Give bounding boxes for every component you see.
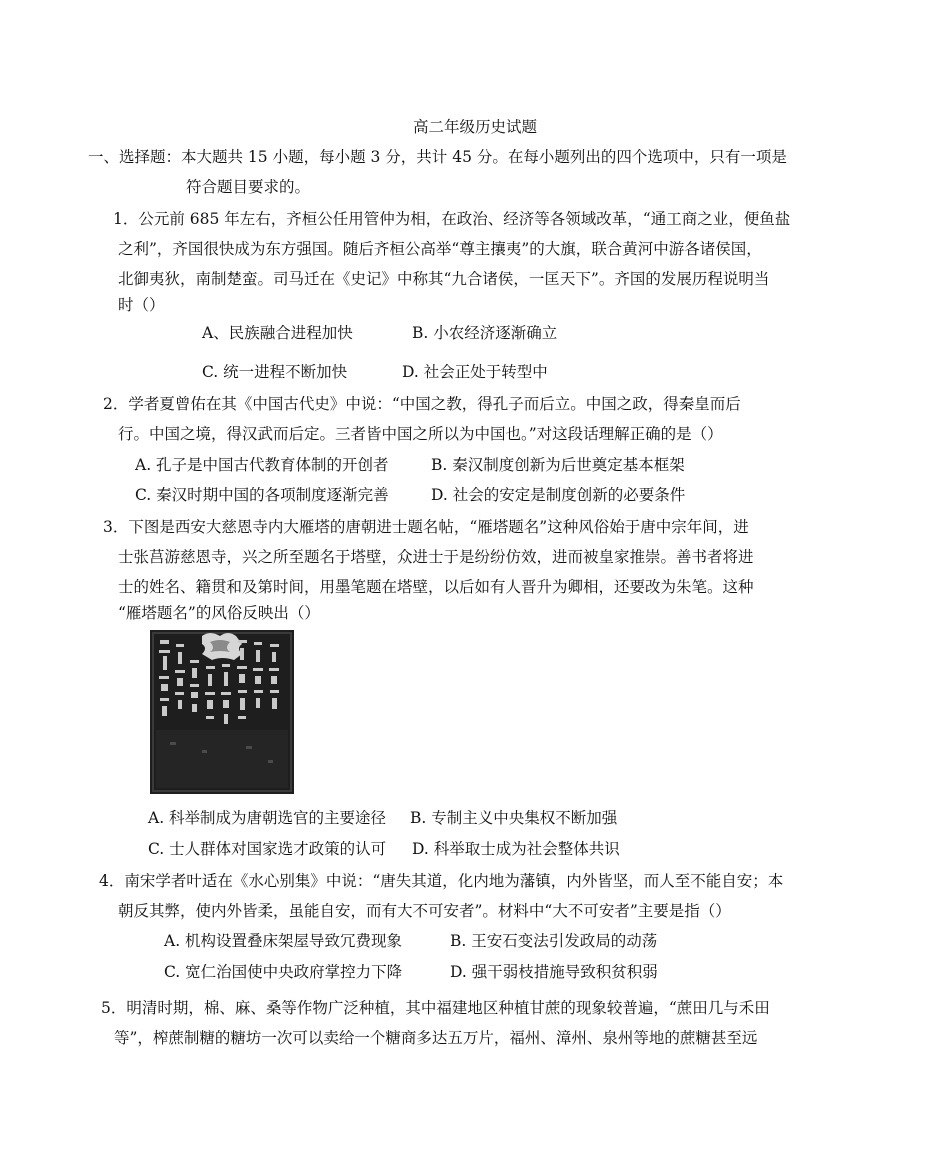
option-a: A. 机构设置叠床架屋导致冗费现象 bbox=[164, 932, 403, 950]
question-text-line: 北御夷狄，南制楚蛮。司马迁在《史记》中称其“九合诸侯，一匡天下”。齐国的发展历程说明当 bbox=[118, 270, 770, 288]
question-text-line: 时（） bbox=[118, 296, 165, 314]
question-text-line: 1．公元前 685 年左右，齐桓公任用管仲为相，在政治、经济等各领域改革，“通工商之业，便鱼盐 bbox=[113, 210, 791, 228]
option-b: B. 王安石变法引发政局的动荡 bbox=[450, 932, 658, 950]
option-d: D. 科举取士成为社会整体共识 bbox=[412, 840, 620, 858]
question-text-line: 4．南宋学者叶适在《水心别集》中说：“唐失其道，化内地为藩镇，内外皆坚，而人至不能自安；本 bbox=[99, 872, 784, 890]
question-text-line: “雁塔题名”的风俗反映出（） bbox=[118, 604, 320, 622]
question-text-line: 士张莒游慈恩寺，兴之所至题名于塔壁，众进士于是纷纷仿效，进而被皇家推崇。善书者将进 bbox=[118, 548, 754, 566]
stele-rubbing-image bbox=[150, 630, 294, 794]
question-text-line: 士的姓名、籍贯和及第时间，用墨笔题在塔壁，以后如有人晋升为卿相，还要改为朱笔。这种 bbox=[118, 578, 754, 596]
question-text-line: 行。中国之境，得汉武而后定。三者皆中国之所以为中国也。”对这段话理解正确的是（） bbox=[118, 425, 723, 443]
option-b: B. 小农经济逐渐确立 bbox=[412, 324, 558, 342]
question-text-line: 之利”，齐国很快成为东方强国。随后齐桓公高举“尊主攘夷”的大旗，联合黄河中游各诸侯国， bbox=[118, 240, 762, 258]
section-heading-cont: 符合题目要求的。 bbox=[186, 178, 311, 196]
question-text-line: 3．下图是西安大慈恩寺内大雁塔的唐朝进士题名帖，“雁塔题名”这种风俗始于唐中宗年间，进 bbox=[103, 518, 749, 536]
option-d: D. 强干弱枝措施导致积贫积弱 bbox=[450, 963, 658, 981]
section-heading: 一、选择题：本大题共 15 小题，每小题 3 分，共计 45 分。在每小题列出的四个选项中，只有一项是 bbox=[88, 148, 787, 166]
question-text-line: 2．学者夏曾佑在其《中国古代史》中说：“中国之教，得孔子而后立。中国之政，得秦皇而后 bbox=[103, 395, 741, 413]
option-b: B. 秦汉制度创新为后世奠定基本框架 bbox=[431, 456, 685, 474]
option-a: A. 孔子是中国古代教育体制的开创者 bbox=[135, 456, 389, 474]
option-c: C. 士人群体对国家选才政策的认可 bbox=[148, 840, 387, 858]
question-text-line: 等”，榨蔗制糖的糖坊一次可以卖给一个糖商多达五万片，福州、漳州、泉州等地的蔗糖甚至远 bbox=[114, 1029, 758, 1047]
page-title: 高二年级历史试题 bbox=[412, 118, 537, 136]
option-c: C. 统一进程不断加快 bbox=[202, 363, 348, 381]
question-text-line: 朝反其弊，使内外皆柔，虽能自安，而有大不可安者”。材料中“大不可安者”主要是指（） bbox=[118, 902, 731, 920]
question-text-line: 5．明清时期，棉、麻、桑等作物广泛种植，其中福建地区种植甘蔗的现象较普遍，“蔗田几与禾田 bbox=[101, 999, 770, 1017]
option-d: D. 社会正处于转型中 bbox=[402, 363, 548, 381]
stele-rubbing-graphic bbox=[150, 630, 294, 794]
option-c: C. 宽仁治国使中央政府掌控力下降 bbox=[164, 963, 403, 981]
option-c: C. 秦汉时期中国的各项制度逐渐完善 bbox=[135, 486, 389, 504]
option-d: D. 社会的安定是制度创新的必要条件 bbox=[431, 486, 686, 504]
option-a: A. 科举制成为唐朝选官的主要途径 bbox=[148, 809, 387, 827]
option-b: B. 专制主义中央集权不断加强 bbox=[410, 809, 618, 827]
option-a: A、民族融合进程加快 bbox=[202, 324, 353, 342]
